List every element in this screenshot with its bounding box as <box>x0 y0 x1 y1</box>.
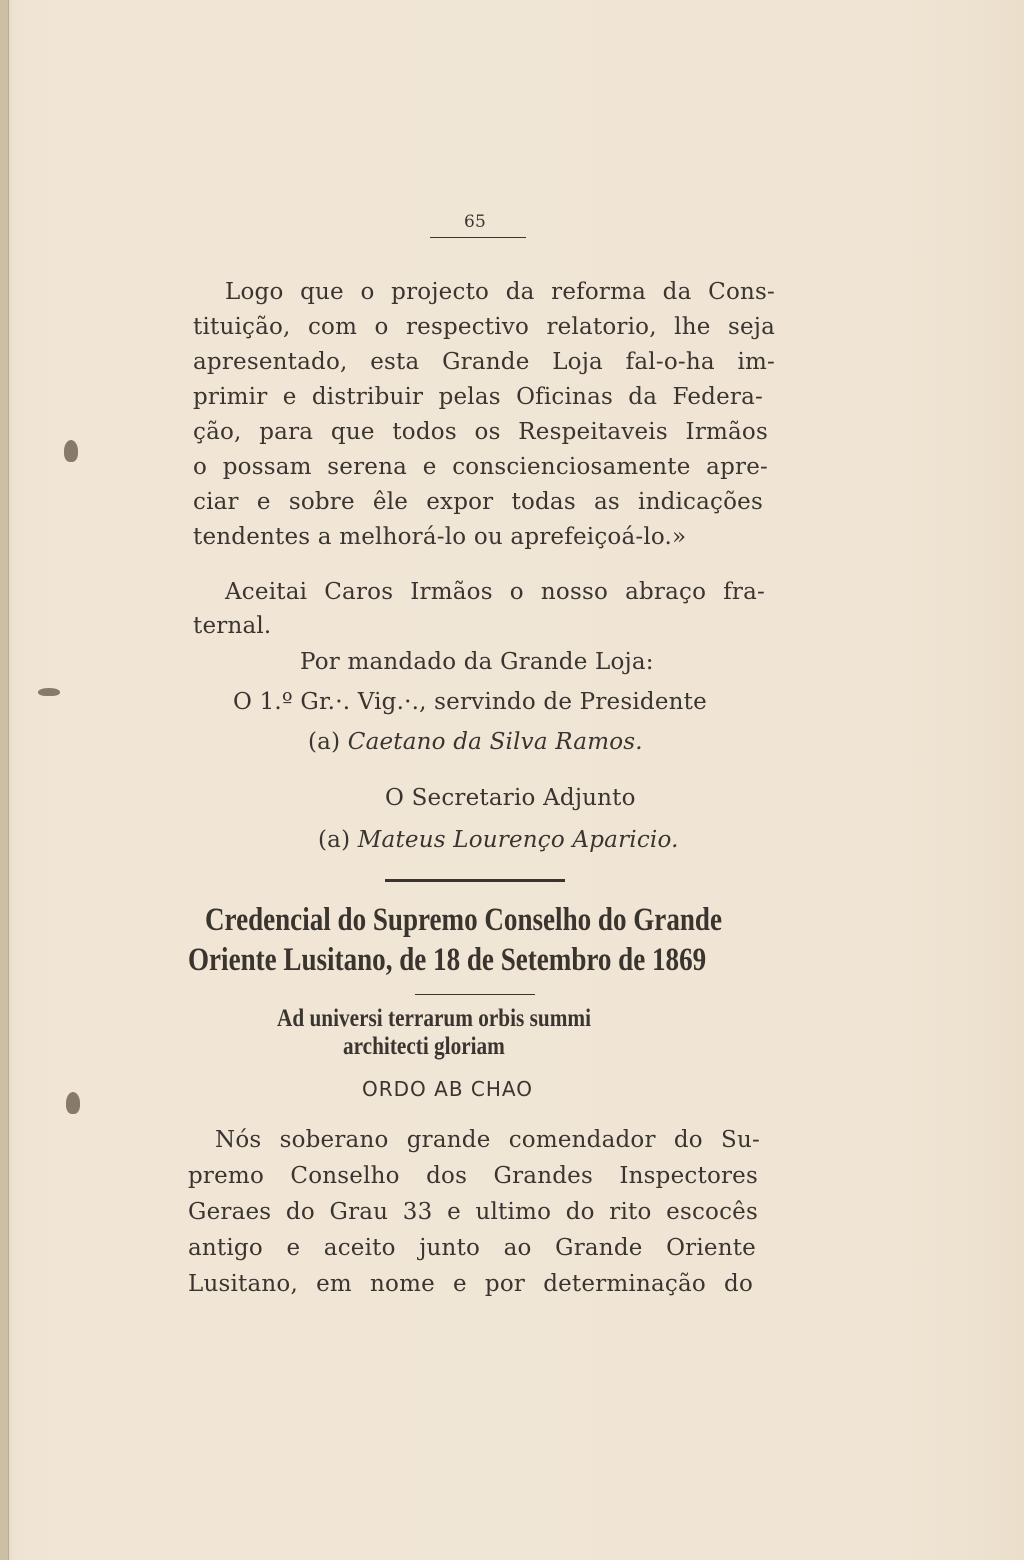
role-line: O Secretario Adjunto <box>385 785 636 811</box>
text-line: premo Conselho dos Grandes Inspectores <box>188 1163 758 1189</box>
text-line: apresentado, esta Grande Loja fal-o-ha im- <box>193 349 775 375</box>
text-line: Aceitai Caros Irmãos o nosso abraço fra- <box>225 579 765 605</box>
text-line: ciar e sobre êle expor todas as indicações <box>193 489 763 515</box>
latin-invocation-line: architecti gloriam <box>343 1033 505 1060</box>
binding-hole <box>38 688 60 696</box>
by-order-line: Por mandado da Grande Loja: <box>300 649 654 675</box>
section-heading-line: Oriente Lusitano, de 18 de Setembro de 1869 <box>188 942 707 978</box>
sign-prefix: (a) <box>308 729 341 755</box>
page-number: 65 <box>464 212 487 232</box>
signatory-name: Caetano da Silva Ramos. <box>347 729 643 755</box>
page-binding-edge <box>0 0 9 1560</box>
text-line: Logo que o projecto da reforma da Cons- <box>225 279 775 305</box>
section-divider <box>385 879 565 882</box>
section-heading-line: Credencial do Supremo Conselho do Grande <box>205 902 722 938</box>
text-line: Nós soberano grande comendador do Su- <box>215 1127 760 1153</box>
latin-invocation-line: Ad universi terrarum orbis summi <box>277 1005 592 1032</box>
text-line: ção, para que todos os Respeitaveis Irmãos <box>193 419 768 445</box>
text-line: Geraes do Grau 33 e ultimo do rito escocês <box>188 1199 758 1225</box>
page-number-rule <box>430 237 526 238</box>
text-line: primir e distribuir pelas Oficinas da Federa- <box>193 384 763 410</box>
heading-divider <box>415 994 535 995</box>
text-line: tituição, com o respectivo relatorio, lhe seja <box>193 314 775 340</box>
text-line: o possam serena e conscienciosamente apre- <box>193 454 768 480</box>
signatory-name: Mateus Lourenço Aparicio. <box>357 827 679 853</box>
sign-prefix: (a) <box>318 827 351 853</box>
motto: ORDO AB CHAO <box>362 1077 533 1101</box>
binding-hole <box>64 440 78 462</box>
text-line: tendentes a melhorá-lo ou aprefeiçoá-lo.» <box>193 524 687 550</box>
text-line: ternal. <box>193 613 272 639</box>
text-line: antigo e aceito junto ao Grande Oriente <box>188 1235 756 1261</box>
role-line: O 1.º Gr.·. Vig.·., servindo de Presidente <box>233 689 707 715</box>
binding-hole <box>66 1092 80 1114</box>
text-line: Lusitano, em nome e por determinação do <box>188 1271 753 1297</box>
